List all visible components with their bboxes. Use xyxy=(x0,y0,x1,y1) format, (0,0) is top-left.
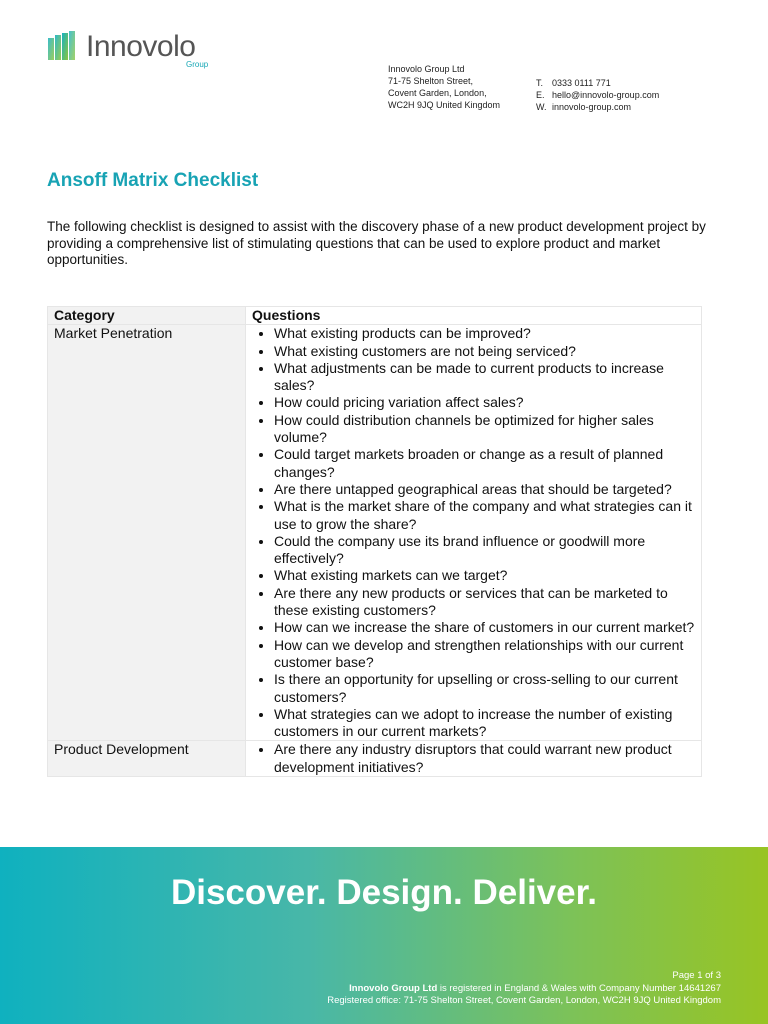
table-body xyxy=(48,325,702,777)
address-line: WC2H 9JQ United Kingdom xyxy=(388,100,501,110)
ansoff-checklist-table xyxy=(47,306,702,777)
page-number: Page 1 of 3 xyxy=(672,970,721,981)
question-item: • How can we develop and strengthen relationships with our current customer base? xyxy=(274,637,695,672)
question-list xyxy=(252,741,695,776)
questions-cell xyxy=(246,741,702,777)
questions-column-header: Questions xyxy=(246,307,702,325)
question-item: • What adjustments can be made to current products to increase sales? xyxy=(274,360,695,395)
contact-details xyxy=(536,77,659,113)
category-cell: Market Penetration xyxy=(48,325,246,741)
footer-legal xyxy=(327,970,721,1008)
question-item: • Are there untapped geographical areas that should be targeted? xyxy=(274,481,695,498)
table-header-row xyxy=(48,307,702,325)
question-item: • How could pricing variation affect sales? xyxy=(274,394,695,411)
question-item: • Could the company use its brand influence or goodwill more effectively? xyxy=(274,533,695,568)
document-title: Ansoff Matrix Checklist xyxy=(47,170,259,191)
question-item: • What strategies can we adopt to increase the number of existing customers in our current markets? xyxy=(274,706,695,741)
question-item: • Are there any industry disruptors that could warrant new product development initiatives? xyxy=(274,741,695,776)
question-item: • Is there an opportunity for upselling or cross-selling to our current customers? xyxy=(274,671,695,706)
question-item: • Could target markets broaden or change as a result of planned changes? xyxy=(274,446,695,481)
address-line: Covent Garden, London, xyxy=(388,88,487,98)
question-item: • What existing markets can we target? xyxy=(274,567,695,584)
address-line: Innovolo Group Ltd xyxy=(388,64,465,74)
table-row xyxy=(48,325,702,741)
company-logo xyxy=(46,28,226,72)
intro-paragraph: The following checklist is designed to assist with the discovery phase of a new product development project by providing a comprehensive list of stimulating questions that can be used to explore product and market opportunities. xyxy=(47,219,706,267)
address-line: 71-75 Shelton Street, xyxy=(388,76,474,86)
registered-office: Registered office: 71-75 Shelton Street, Covent Garden, London, WC2H 9JQ United Kingdom xyxy=(327,995,721,1006)
registration-line: Innovolo Group Ltd is registered in England & Wales with Company Number 14641267 xyxy=(349,982,721,994)
question-list xyxy=(252,325,695,740)
logo-mark-icon xyxy=(46,30,78,62)
contact-website: W. innovolo-group.com xyxy=(536,102,632,112)
question-item: • What existing products can be improved? xyxy=(274,325,695,342)
logo-subtext: Group xyxy=(186,60,209,69)
logo-wordmark: Innovolo xyxy=(86,30,196,63)
company-address xyxy=(388,63,500,111)
question-item: • How can we increase the share of customers in our current market? xyxy=(274,619,695,636)
questions-cell xyxy=(246,325,702,741)
question-item: • Are there any new products or services that can be marketed to these existing customers? xyxy=(274,585,695,620)
table-row xyxy=(48,741,702,777)
category-cell: Product Development xyxy=(48,741,246,777)
question-item: • What is the market share of the company and what strategies can it use to grow the share? xyxy=(274,498,695,533)
question-item: • How could distribution channels be optimized for higher sales volume? xyxy=(274,412,695,447)
footer-banner xyxy=(0,847,768,1024)
contact-phone: T. 0333 0111 771 xyxy=(536,78,611,88)
footer-tagline: Discover. Design. Deliver. xyxy=(170,873,598,912)
category-column-header: Category xyxy=(48,307,246,325)
contact-email: E. hello@innovolo-group.com xyxy=(536,90,660,100)
question-item: • What existing customers are not being serviced? xyxy=(274,343,695,360)
